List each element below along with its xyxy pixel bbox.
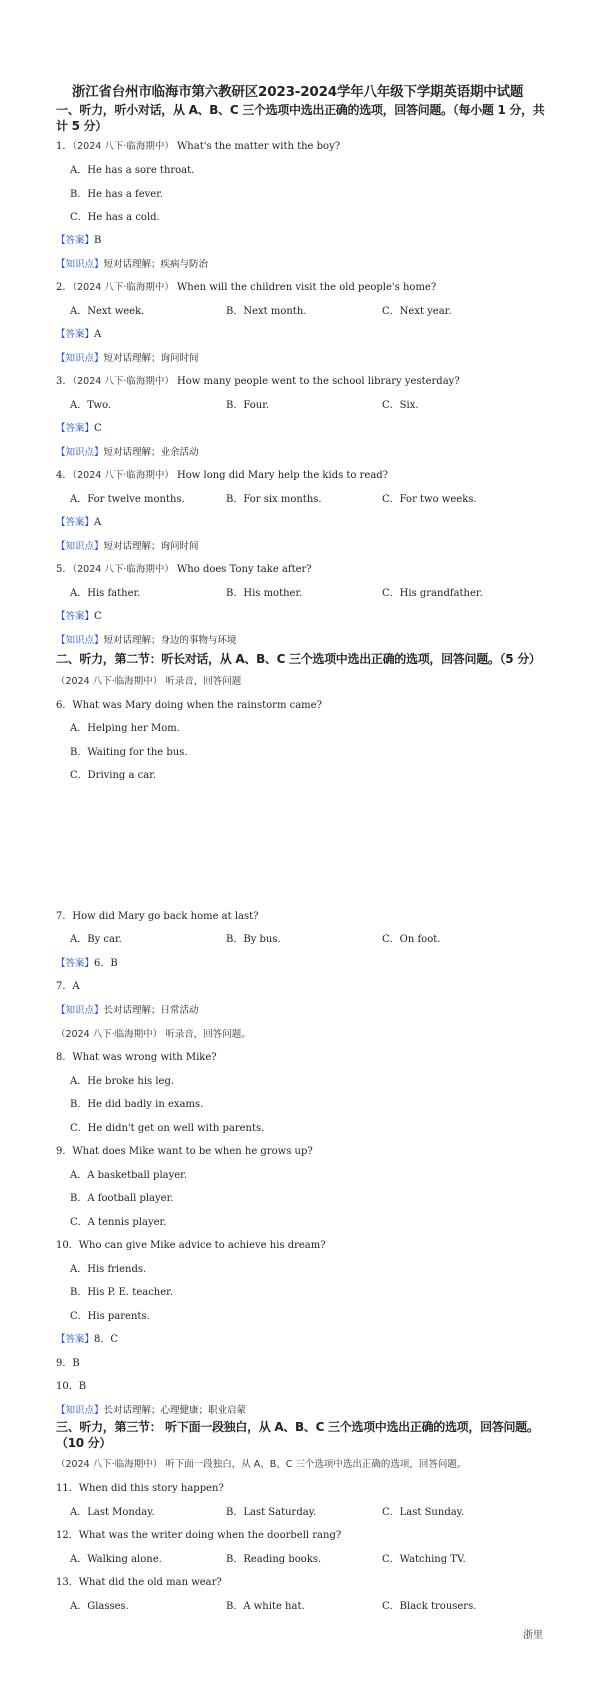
q7-option-a: A．By car. [70,934,122,945]
q4-answer: 【答案】A [56,517,102,528]
q5-knowledge: 【知识点】短对话理解；身边的事物与环境 [56,635,237,646]
question-3: 3．（2024 八下·临海期中） How many people went to the school library yesterday? [56,376,460,387]
section-3-heading: 三、听力，第三节： 听下面一段独白，从 A、B、C 三个选项中选出正确的选项，回答问题。（10 分） [56,1420,539,1450]
question-4: 4．（2024 八下·临海期中） How long did Mary help the kids to read? [56,470,389,481]
q4-option-a: A．For twelve months. [70,494,185,505]
q4-option-b: B．For six months. [226,494,322,505]
q9-option-b: B．A football player. [70,1193,174,1204]
question-6: 6．What was Mary doing when the rainstorm came? [56,700,322,711]
q6-option-c: C．Driving a car. [70,770,157,781]
q6-option-b: B．Waiting for the bus. [70,747,188,758]
group2-knowledge: 【知识点】长对话理解；心理健康；职业启蒙 [56,1405,247,1416]
q1-option-a: A．He has a sore throat. [70,165,195,176]
q12-option-a: A．Walking alone. [70,1554,162,1565]
q13-option-b: B．A white hat. [226,1601,305,1612]
section-2-heading: 二、听力，第二节：听长对话，从 A、B、C 三个选项中选出正确的选项，回答问题。（5 分） [56,652,541,666]
q2-answer: 【答案】A [56,329,102,340]
q11-option-c: C．Last Sunday. [382,1507,465,1518]
section-1-heading: 一、听力，听小对话，从 A、B、C 三个选项中选出正确的选项，回答问题。（每小题 1 分，共计 5 分） [56,103,545,133]
question-1: 1．（2024 八下·临海期中） What's the matter with the boy? [56,141,341,152]
q10-option-b: B．His P. E. teacher. [70,1287,174,1298]
q5-option-c: C．His grandfather. [382,588,483,599]
question-10: 10．Who can give Mike advice to achieve his dream? [56,1240,326,1251]
q13-option-a: A．Glasses. [70,1601,129,1612]
document-title: 浙江省台州市临海市第六教研区2023-2024学年八年级下学期英语期中试题 [71,84,524,100]
q8-option-c: C．He didn't get on well with parents. [70,1123,265,1134]
q6-option-a: A．Helping her Mom. [70,723,180,734]
q11-option-b: B．Last Saturday. [226,1507,317,1518]
page-footer: 浙里 [523,1630,543,1641]
q13-option-c: C．Black trousers. [382,1601,477,1612]
q4-option-c: C．For two weeks. [382,494,477,505]
group1-answer-6: 【答案】6．B [56,958,118,969]
q1-option-b: B．He has a fever. [70,189,164,200]
group1-intro: （2024 八下·临海期中） 听录音，回答问题 [56,676,242,687]
q2-option-b: B．Next month. [226,306,307,317]
q8-option-b: B．He did badly in exams. [70,1099,204,1110]
group2-answer-9: 9．B [56,1358,80,1369]
question-7: 7．How did Mary go back home at last? [56,911,259,922]
q5-option-b: B．His mother. [226,588,303,599]
q1-knowledge: 【知识点】短对话理解；疾病与防治 [56,259,209,270]
q8-option-a: A．He broke his leg. [70,1076,175,1087]
question-13: 13．What did the old man wear? [56,1577,222,1588]
q2-option-c: C．Next year. [382,306,452,317]
q9-option-c: C．A tennis player. [70,1217,167,1228]
q3-knowledge: 【知识点】短对话理解；业余活动 [56,447,199,458]
q11-option-a: A．Last Monday. [70,1507,155,1518]
group2-answer-8: 【答案】8．C [56,1334,119,1345]
group2-answer-10: 10．B [56,1381,87,1392]
section-3-intro: （2024 八下·临海期中） 听下面一段独白，从 A、B、C 三个选项中选出正确的选项，回答问题。 [56,1459,467,1470]
q7-option-b: B．By bus. [226,934,281,945]
q3-option-b: B．Four. [226,400,270,411]
question-5: 5．（2024 八下·临海期中） Who does Tony take after? [56,564,312,575]
question-9: 9．What does Mike want to be when he grows up? [56,1146,313,1157]
group1-answer-7: 7．A [56,981,80,992]
q9-option-a: A．A basketball player. [70,1170,188,1181]
q10-option-a: A．His friends. [70,1264,147,1275]
q4-knowledge: 【知识点】短对话理解；询问时间 [56,541,199,552]
q1-option-c: C．He has a cold. [70,212,160,223]
q5-answer: 【答案】C [56,611,102,622]
q5-option-a: A．His father. [70,588,141,599]
group2-intro: （2024 八下·临海期中） 听录音，回答问题。 [56,1029,251,1040]
question-8: 8．What was wrong with Mike? [56,1052,217,1063]
question-12: 12．What was the writer doing when the doorbell rang? [56,1530,342,1541]
q12-option-b: B．Reading books. [226,1554,322,1565]
q1-answer: 【答案】B [56,235,102,246]
q7-option-c: C．On foot. [382,934,441,945]
q3-answer: 【答案】C [56,423,102,434]
q10-option-c: C．His parents. [70,1311,150,1322]
group1-knowledge: 【知识点】长对话理解；日常活动 [56,1005,199,1016]
q3-option-c: C．Six. [382,400,419,411]
question-11: 11．When did this story happen? [56,1483,224,1494]
q2-option-a: A．Next week. [70,306,145,317]
q12-option-c: C．Watching TV. [382,1554,466,1565]
question-2: 2．（2024 八下·临海期中） When will the children visit the old people's home? [56,282,437,293]
q3-option-a: A．Two. [70,400,112,411]
q2-knowledge: 【知识点】短对话理解；询问时间 [56,353,199,364]
